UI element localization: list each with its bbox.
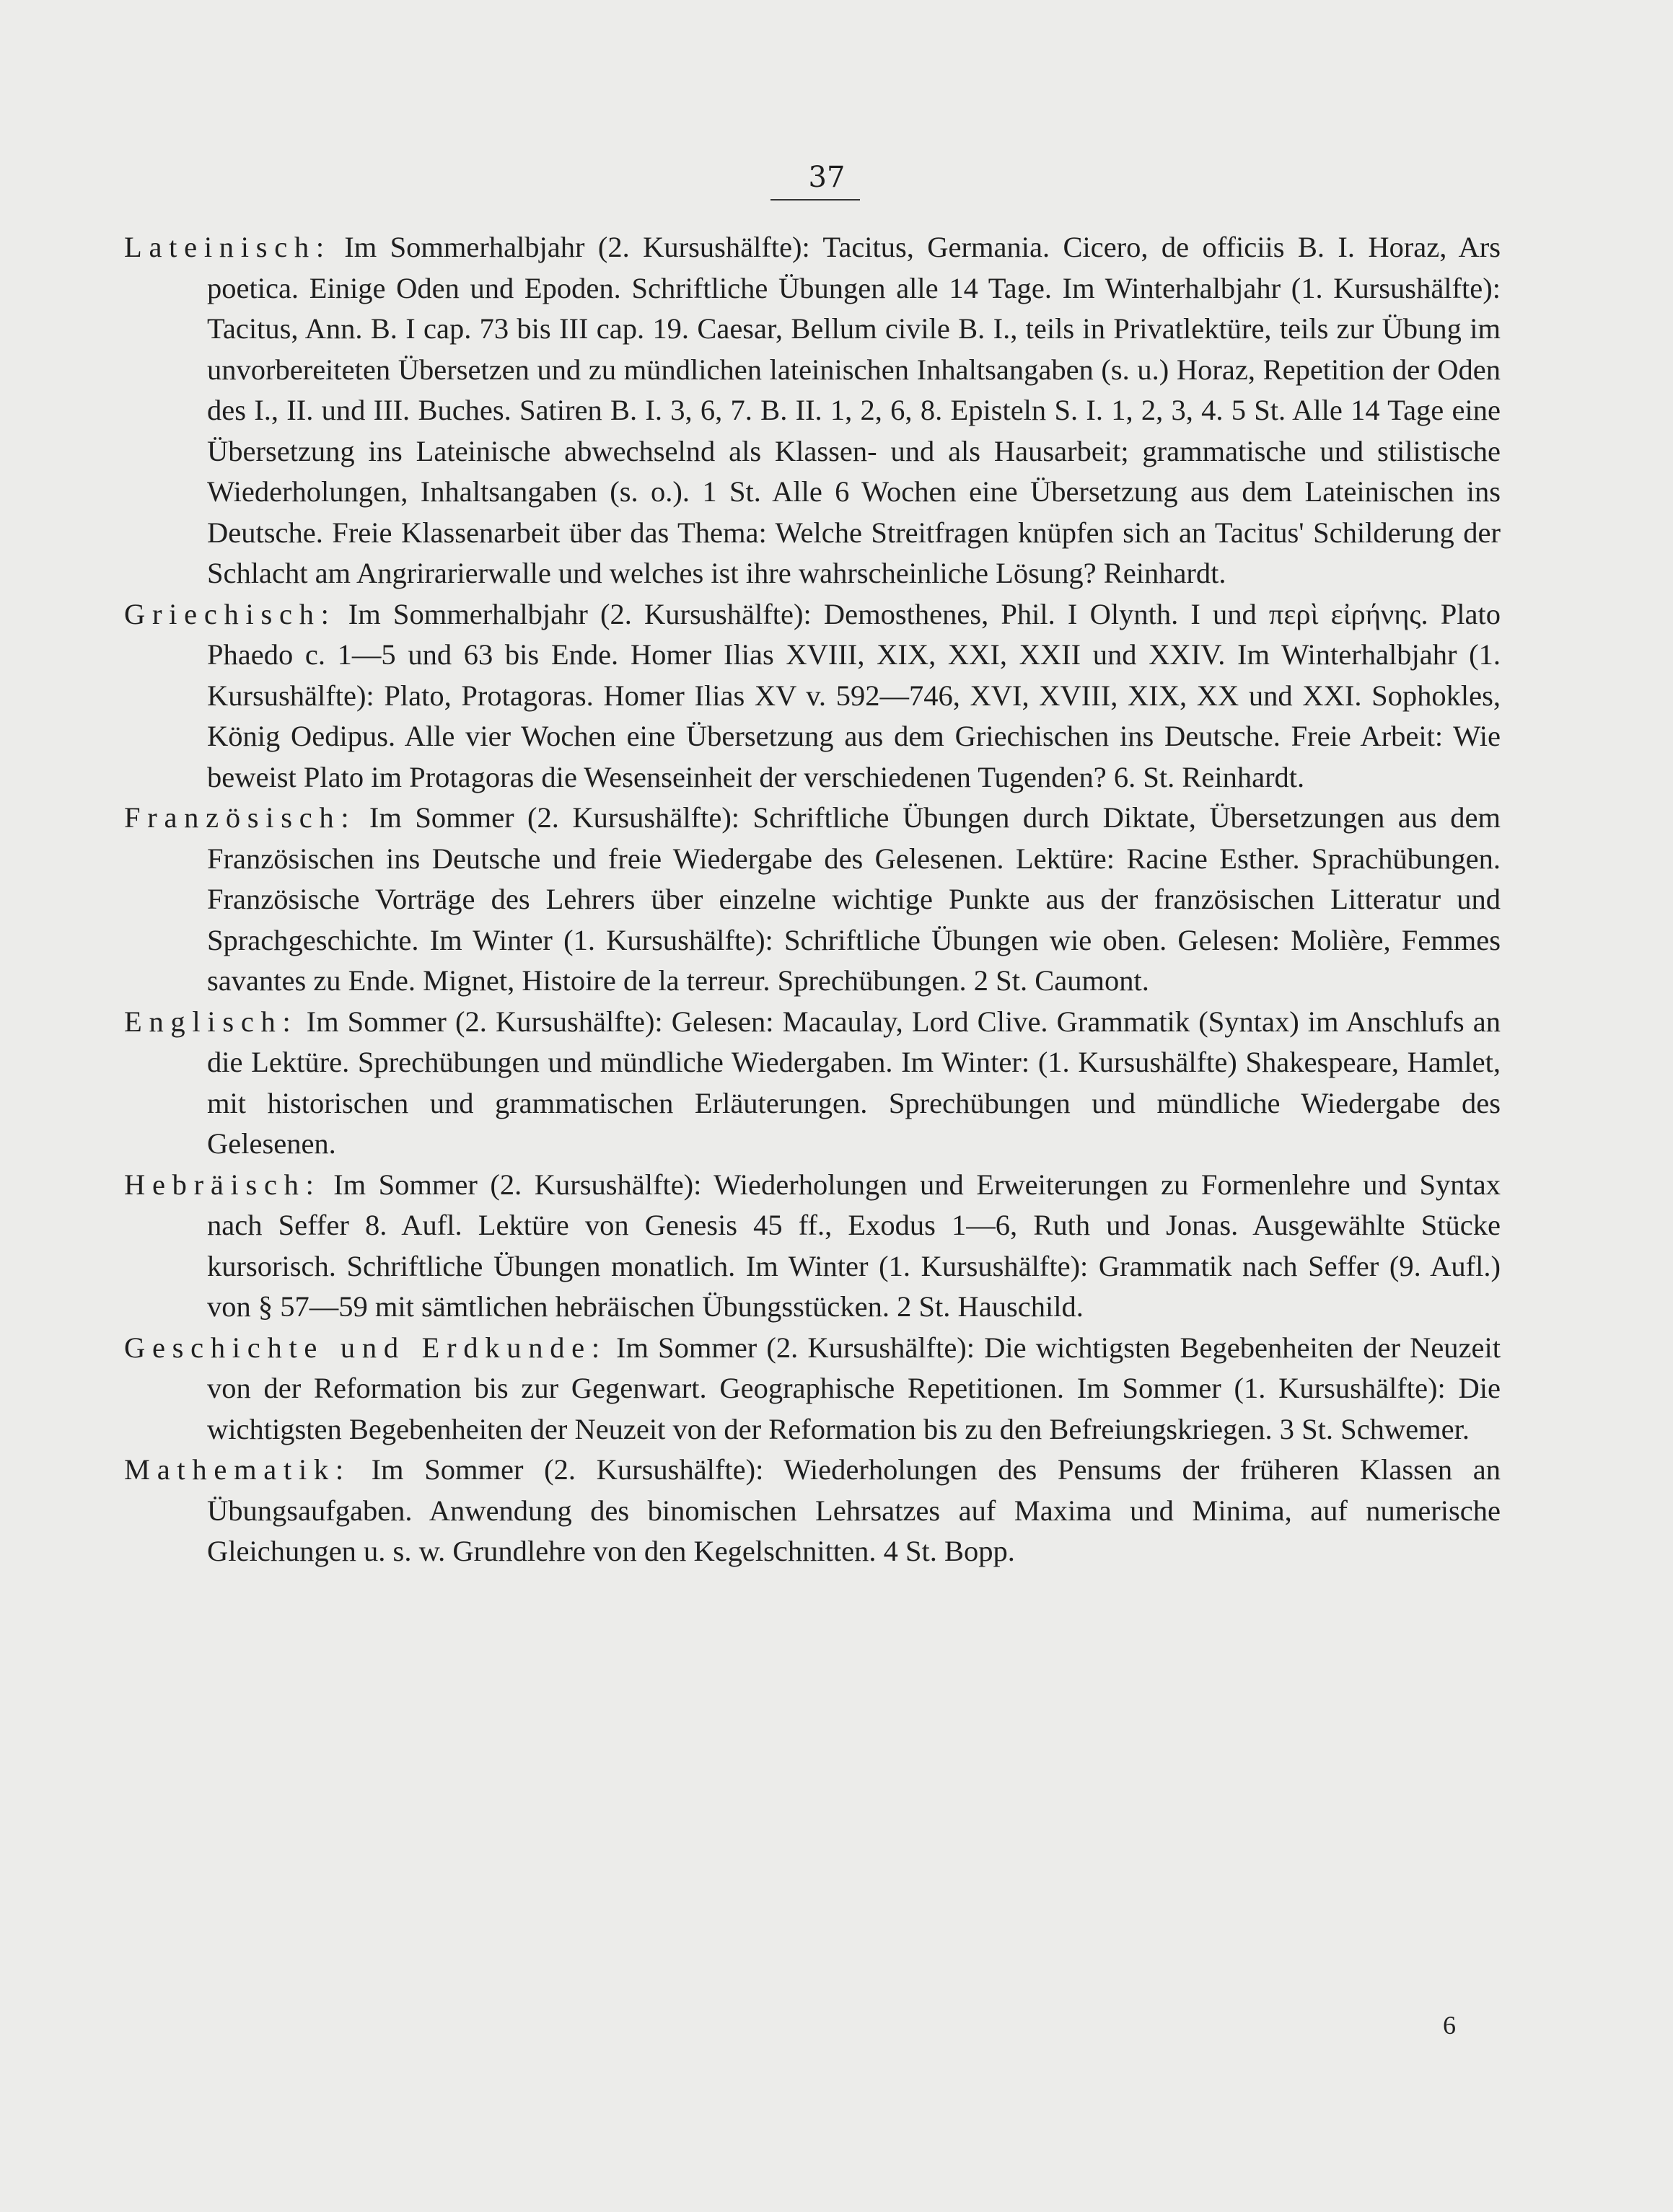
section-english <box>124 1002 1501 1165</box>
section-text-history-geography: Im Sommer (2. Kursushälfte): Die wichtigsten Begebenheiten der Neuzeit von der Reformation bis zur Gegenwart. Geographische Repetitionen. Im Sommer (1. Kursushälfte): Die wichtigsten Begebenheiten der Neuzeit von der Reformation bis zu den Befreiungskriegen. 3 St. Schwemer. <box>207 1331 1501 1445</box>
section-greek <box>124 594 1501 798</box>
page-number: 37 <box>808 161 846 194</box>
section-french <box>124 798 1501 1002</box>
section-heading-latin: Lateinisch: <box>124 231 331 263</box>
section-history-geography <box>124 1328 1501 1450</box>
page-number-rule <box>770 199 860 201</box>
sheet-signature-mark: 6 <box>1443 2011 1456 2040</box>
section-heading-history-geography: Geschichte und Erdkunde: <box>124 1331 607 1364</box>
section-text-latin: Im Sommerhalbjahr (2. Kursushälfte): Tacitus, Germania. Cicero, de officiis B. I. Horaz, Ars poetica. Einige Oden und Epoden. Schriftliche Übungen alle 14 Tage. Im Winterhalbjahr (1. Kursushälfte): Tacitus, Ann. B. I cap. 73 bis III cap. 19. Caesar, Bellum civile B. I., teils in Privatlektüre, teils zur Übung im unvorbereiteten Übersetzen und zu mündlichen lateinischen Inhaltsangaben (s. u.) Horaz, Repetition der Oden des I., II. und III. Buches. Satiren B. I. 3, 6, 7. B. II. 1, 2, 6, 8. Episteln S. I. 1, 2, 3, 4. 5 St. Alle 14 Tage eine Übersetzung ins Lateinische abwechselnd als Klassen- und als Hausarbeit; grammatische und stilistische Wiederholungen, Inhaltsangaben (s. o.). 1 St. Alle 6 Wochen eine Übersetzung aus dem Lateinischen ins Deutsche. Freie Klassenarbeit über das Thema: Welche Streitfragen knüpfen sich an Tacitus' Schilderung der Schlacht am Angrirarierwalle und welches ist ihre wahrscheinliche Lösung? Reinhardt. <box>207 231 1501 589</box>
section-mathematics <box>124 1450 1501 1572</box>
section-text-hebrew: Im Sommer (2. Kursushälfte): Wiederholungen und Erweiterungen zu Formenlehre und Syntax nach Seffer 8. Aufl. Lektüre von Genesis 45 ff., Exodus 1—6, Ruth und Jonas. Ausgewählte Stücke kursorisch. Schriftliche Übungen monatlich. Im Winter (1. Kursushälfte): Grammatik nach Seffer (9. Aufl.) von § 57—59 mit sämtlichen hebräischen Übungsstücken. 2 St. Hauschild. <box>207 1168 1501 1323</box>
section-heading-french: Französisch: <box>124 801 356 834</box>
section-heading-greek: Griechisch: <box>124 597 336 630</box>
section-text-english: Im Sommer (2. Kursushälfte): Gelesen: Macaulay, Lord Clive. Grammatik (Syntax) im Anschlufs an die Lektüre. Sprechübungen und mündliche Wiedergaben. Im Winter: (1. Kursushälfte) Shakespeare, Hamlet, mit historischen und grammatischen Erläuterungen. Sprechübungen und mündliche Wiedergabe des Gelesenen. <box>207 1005 1501 1160</box>
section-hebrew <box>124 1165 1501 1328</box>
section-heading-mathematics: Mathematik: <box>124 1453 351 1486</box>
section-heading-hebrew: Hebräisch: <box>124 1168 321 1201</box>
section-latin <box>124 227 1501 594</box>
section-text-french: Im Sommer (2. Kursushälfte): Schriftliche Übungen durch Diktate, Übersetzungen aus dem Französischen ins Deutsche und freie Wiedergabe des Gelesenen. Lektüre: Racine Esther. Sprachübungen. Französische Vorträge des Lehrers über einzelne wichtige Punkte aus der französischen Litteratur und Sprachgeschichte. Im Winter (1. Kursushälfte): Schriftliche Übungen wie oben. Gelesen: Molière, Femmes savantes zu Ende. Mignet, Histoire de la terreur. Sprechübungen. 2 St. Caumont. <box>207 801 1501 997</box>
curriculum-text <box>124 227 1501 1572</box>
section-heading-english: Englisch: <box>124 1005 298 1038</box>
section-text-mathematics: Im Sommer (2. Kursushälfte): Wiederholungen des Pensums der früheren Klassen an Übungsaufgaben. Anwendung des binomischen Lehrsatzes auf Maxima und Minima, auf numerische Gleichungen u. s. w. Grundlehre von den Kegelschnitten. 4 St. Bopp. <box>207 1453 1501 1567</box>
section-text-greek: Im Sommerhalbjahr (2. Kursushälfte): Demosthenes, Phil. I Olynth. I und περὶ εἰρήνης. Plato Phaedo c. 1—5 und 63 bis Ende. Homer Ilias XVIII, XIX, XXI, XXII und XXIV. Im Winterhalbjahr (1. Kursushälfte): Plato, Protagoras. Homer Ilias XV v. 592—746, XVI, XVIII, XIX, XX und XXI. Sophokles, König Oedipus. Alle vier Wochen eine Übersetzung aus dem Griechischen ins Deutsche. Freie Arbeit: Wie beweist Plato im Protagoras die Wesenseinheit der verschiedenen Tugenden? 6. St. Reinhardt. <box>207 597 1501 793</box>
